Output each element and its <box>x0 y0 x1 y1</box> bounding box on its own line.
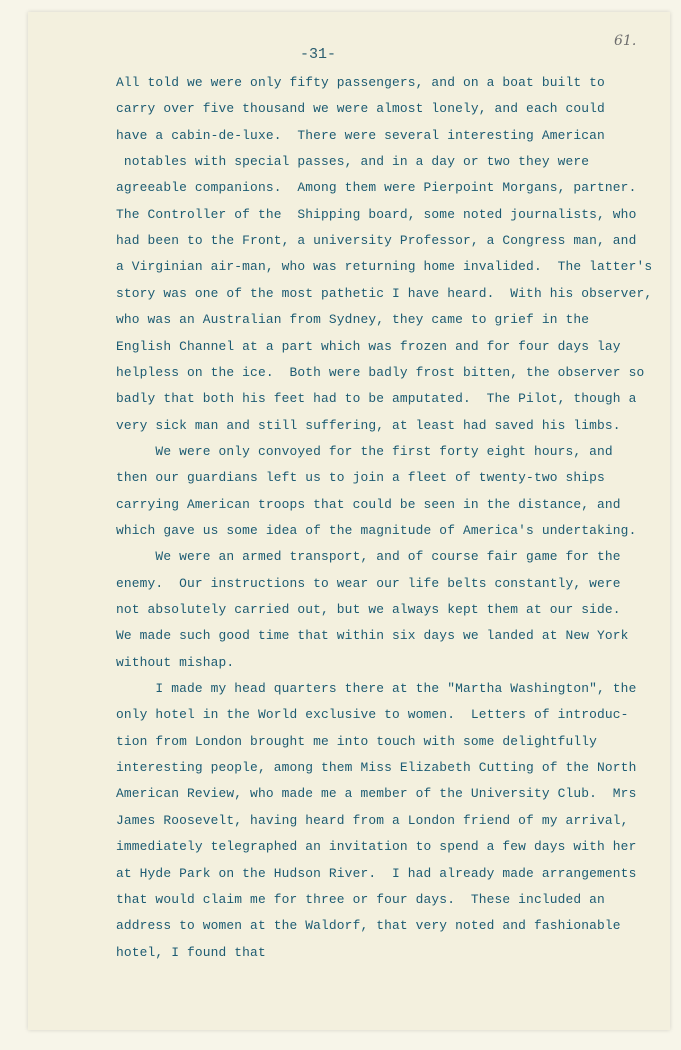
text-line: at Hyde Park on the Hudson River. I had already made arrangements <box>116 866 637 881</box>
page-number: -31- <box>300 46 337 63</box>
text-line: not absolutely carried out, but we always kept them at our side. <box>116 602 621 617</box>
text-line: enemy. Our instructions to wear our life belts constantly, were <box>116 576 621 591</box>
text-line: We made such good time that within six days we landed at New York <box>116 628 629 643</box>
text-line: hotel, I found that <box>116 945 266 960</box>
text-line: story was one of the most pathetic I have heard. With his observer, <box>116 286 653 301</box>
text-line: The Controller of the Shipping board, some noted journalists, who <box>116 207 637 222</box>
text-line: carrying American troops that could be seen in the distance, and <box>116 497 621 512</box>
text-line: then our guardians left us to join a fleet of twenty-two ships <box>116 470 605 485</box>
text-line: have a cabin-de-luxe. There were several interesting American <box>116 128 605 143</box>
text-line: that would claim me for three or four days. These included an <box>116 892 605 907</box>
text-line: only hotel in the World exclusive to women. Letters of introduc- <box>116 707 629 722</box>
text-line: English Channel at a part which was frozen and for four days lay <box>116 339 621 354</box>
text-line: immediately telegraphed an invitation to spend a few days with her <box>116 839 637 854</box>
text-line: badly that both his feet had to be amputated. The Pilot, though a <box>116 391 637 406</box>
text-line: who was an Australian from Sydney, they came to grief in the <box>116 312 590 327</box>
text-line: interesting people, among them Miss Elizabeth Cutting of the North <box>116 760 637 775</box>
text-line: We were only convoyed for the first forty eight hours, and <box>116 444 613 459</box>
text-line: agreeable companions. Among them were Pierpoint Morgans, partner. <box>116 180 637 195</box>
text-line: a Virginian air-man, who was returning home invalided. The latter's <box>116 259 653 274</box>
text-line: without mishap. <box>116 655 235 670</box>
folio-number: 61. <box>614 33 637 49</box>
text-line: which gave us some idea of the magnitude of America's undertaking. <box>116 523 637 538</box>
text-line: address to women at the Waldorf, that very noted and fashionable <box>116 918 621 933</box>
text-line: All told we were only fifty passengers, and on a boat built to <box>116 75 605 90</box>
text-line: We were an armed transport, and of course fair game for the <box>116 549 621 564</box>
text-line: tion from London brought me into touch with some delightfully <box>116 734 598 749</box>
text-line: helpless on the ice. Both were badly frost bitten, the observer so <box>116 365 645 380</box>
text-line: very sick man and still suffering, at least had saved his limbs. <box>116 418 621 433</box>
text-line: James Roosevelt, having heard from a London friend of my arrival, <box>116 813 629 828</box>
text-line: American Review, who made me a member of the University Club. Mrs <box>116 786 637 801</box>
text-line: I made my head quarters there at the "Martha Washington", the <box>116 681 637 696</box>
text-line: notables with special passes, and in a day or two they were <box>116 154 590 169</box>
text-line: had been to the Front, a university Professor, a Congress man, and <box>116 233 637 248</box>
text-line: carry over five thousand we were almost lonely, and each could <box>116 101 605 116</box>
